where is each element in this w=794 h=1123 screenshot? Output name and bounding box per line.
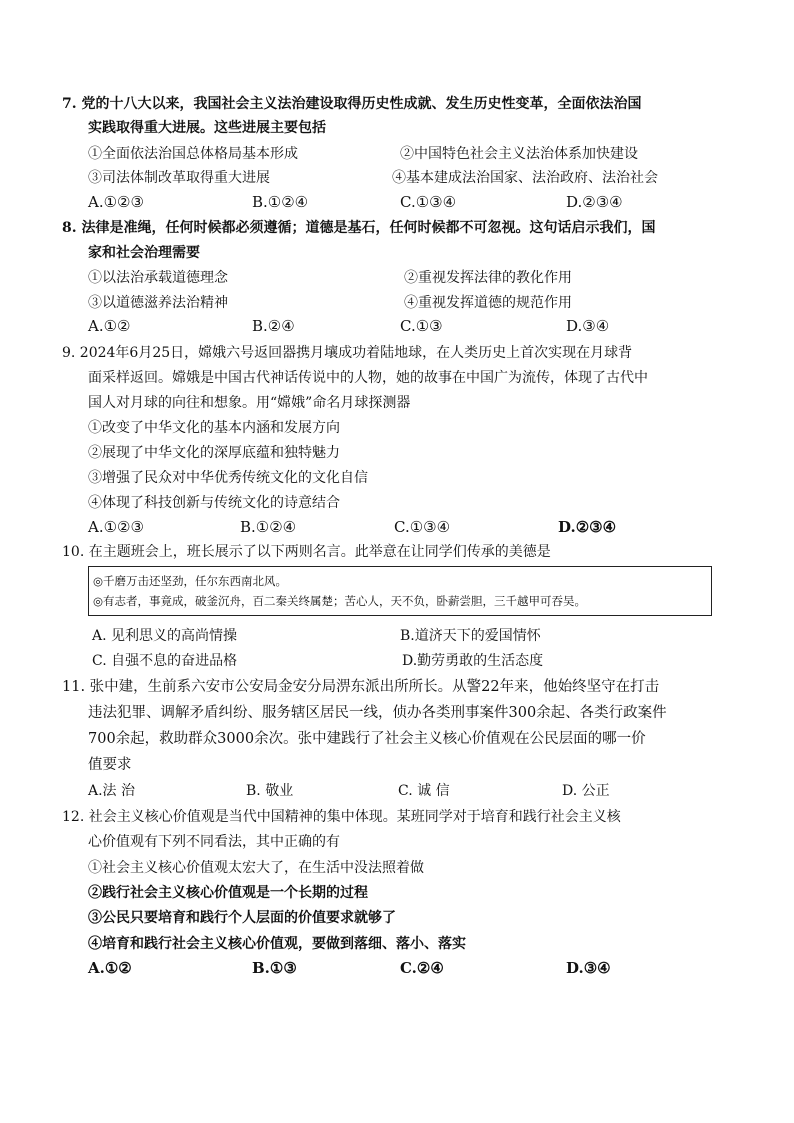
q8-option-b[interactable]: B.②④: [252, 317, 295, 335]
q8-statement-2: ②重视发挥法律的教化作用: [404, 270, 572, 286]
q7-option-d[interactable]: D.②③④: [566, 193, 623, 211]
q12-statement-4: ④培育和践行社会主义核心价值观，要做到落细、落小、落实: [88, 936, 466, 952]
q11-stem-line2: 违法犯罪、调解矛盾纠纷、服务辖区居民一线，侦办各类刑事案件300余起、各类行政案件: [88, 705, 667, 721]
q12-stem-line2: 心价值观有下列不同看法，其中正确的有: [88, 834, 340, 850]
q7-statement-3: ③司法体制改革取得重大进展: [88, 170, 270, 186]
q9-statement-3: ③增强了民众对中华优秀传统文化的文化自信: [88, 470, 368, 486]
q9-stem-line1: 9. 2024年6月25日，嫦娥六号返回器携月壤成功着陆地球，在人类历史上首次实现在月球背: [62, 345, 633, 361]
q12-option-b[interactable]: B.①③: [252, 959, 297, 977]
q8-stem-line1: 8. 法律是准绳，任何时候都必须遵循；道德是基石，任何时候都不可忽视。这句话启示我们，国: [62, 220, 656, 236]
q8-statement-1: ①以法治承载道德理念: [88, 270, 228, 286]
q10-option-d[interactable]: D.勤劳勇敢的生活态度: [402, 653, 544, 669]
q7-stem-line2: 实践取得重大进展。这些进展主要包括: [88, 120, 326, 136]
q10-stem: 10. 在主题班会上，班长展示了以下两则名言。此举意在让同学们传承的美德是: [62, 544, 551, 560]
q12-stem-line1: 12. 社会主义核心价值观是当代中国精神的集中体现。某班同学对于培育和践行社会主义核: [62, 809, 621, 825]
q12-option-a[interactable]: A.①②: [88, 959, 132, 977]
q10-option-a[interactable]: A. 见利思义的高尚情操: [92, 628, 238, 644]
q9-stem-line3: 国人对月球的向往和想象。用“嫦娥”命名月球探测器: [88, 395, 411, 411]
q10-option-b[interactable]: B.道济天下的爱国情怀: [400, 628, 541, 644]
q9-option-d[interactable]: D.②③④: [558, 518, 617, 536]
q10-quote-1: ◎千磨万击还坚劲，任尔东西南北风。: [93, 574, 288, 588]
q8-option-d[interactable]: D.③④: [566, 317, 610, 335]
q11-stem-line1: 11. 张中建，生前系六安市公安局金安分局淠东派出所所长。从警22年来，他始终坚守在打击: [62, 679, 660, 695]
q9-option-c[interactable]: C.①③④: [394, 518, 451, 536]
q11-option-b[interactable]: B. 敬业: [246, 783, 294, 799]
q8-stem-line2: 家和社会治理需要: [88, 245, 200, 261]
q12-statement-2: ②践行社会主义核心价值观是一个长期的过程: [88, 885, 368, 901]
q7-option-a[interactable]: A.①②③: [88, 193, 144, 211]
q12-statement-3: ③公民只要培育和践行个人层面的价值要求就够了: [88, 910, 396, 926]
q11-option-a[interactable]: A.法 治: [88, 783, 136, 799]
q7-stem-line1: 7. 党的十八大以来，我国社会主义法治建设取得历史性成就、发生历史性变革，全面依法治国: [62, 96, 642, 112]
q10-option-c[interactable]: C. 自强不息的奋进品格: [92, 653, 238, 669]
q8-statement-3: ③以道德滋养法治精神: [88, 295, 228, 311]
q9-option-b[interactable]: B.①②④: [240, 518, 297, 536]
q11-option-c[interactable]: C. 诚 信: [398, 783, 450, 799]
q7-statement-2: ②中国特色社会主义法治体系加快建设: [400, 146, 638, 162]
q8-option-a[interactable]: A.①②: [88, 317, 131, 335]
q7-statement-4: ④基本建成法治国家、法治政府、法治社会: [392, 170, 658, 186]
q10-quote-2: ◎有志者，事竟成，破釜沉舟，百二秦关终属楚；苦心人，天不负，卧薪尝胆，三千越甲可吞吴。: [93, 594, 587, 608]
q11-stem-line4: 值要求: [88, 757, 132, 773]
q9-stem-line2: 面采样返回。嫦娥是中国古代神话传说中的人物，她的故事在中国广为流传，体现了古代中: [88, 370, 648, 386]
q8-option-c[interactable]: C.①③: [400, 317, 443, 335]
q9-statement-4: ④体现了科技创新与传统文化的诗意结合: [88, 495, 340, 511]
q12-option-c[interactable]: C.②④: [400, 959, 444, 977]
q7-option-c[interactable]: C.①③④: [400, 193, 457, 211]
q9-option-a[interactable]: A.①②③: [88, 518, 144, 536]
q9-statement-2: ②展现了中华文化的深厚底蕴和独特魅力: [88, 445, 340, 461]
q12-option-d[interactable]: D.③④: [566, 959, 611, 977]
q11-stem-line3: 700余起，救助群众3000余次。张中建践行了社会主义核心价值观在公民层面的哪一价: [88, 731, 646, 747]
q9-statement-1: ①改变了中华文化的基本内涵和发展方向: [88, 420, 340, 436]
q7-option-b[interactable]: B.①②④: [252, 193, 309, 211]
q8-statement-4: ④重视发挥道德的规范作用: [404, 295, 572, 311]
q11-option-d[interactable]: D. 公正: [562, 783, 610, 799]
q7-statement-1: ①全面依法治国总体格局基本形成: [88, 146, 298, 162]
q10-quote-box: [88, 566, 712, 616]
q12-statement-1: ①社会主义核心价值观太宏大了，在生活中没法照着做: [88, 860, 424, 876]
